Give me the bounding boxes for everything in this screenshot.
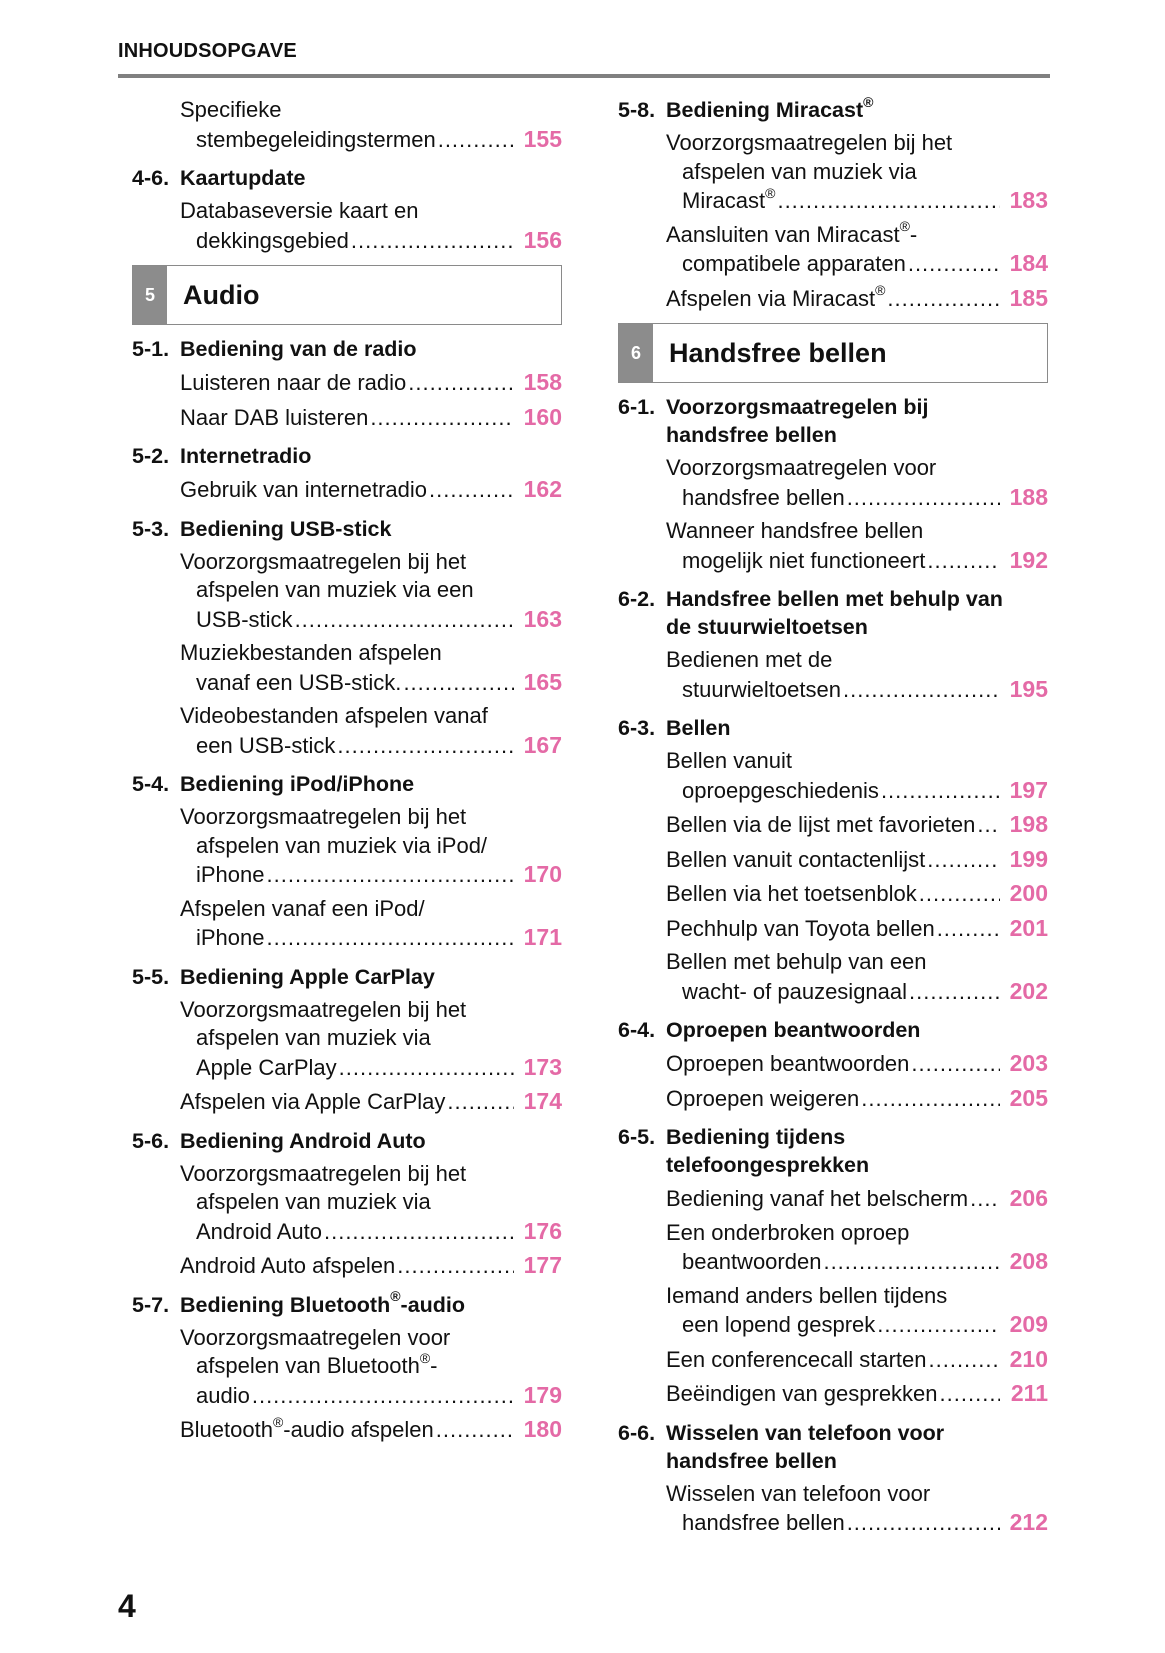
toc-entry[interactable]: Voorzorgsmaatregelen voor afspelen van Bluetooth®- audio ..... 179 [180,1324,562,1411]
page-link[interactable]: 160 [523,403,562,430]
toc-entry[interactable]: Bediening vanaf het belscherm ..... 206 [666,1184,1048,1214]
page-link[interactable]: 174 [523,1088,562,1114]
chapter-number: 5 [133,266,167,324]
section-heading: 6-6. Wisselen van telefoon voor handsfree bellen [618,1420,945,1473]
toc-entry[interactable]: Voorzorgsmaatregelen bij het afspelen van muziek via Android Auto ..... 176 [180,1160,562,1247]
section-heading: 6-3. Bellen [618,716,731,740]
page-link[interactable]: 170 [523,861,562,887]
chapter-number: 6 [619,324,653,382]
toc-entry[interactable]: Voorzorgsmaatregelen bij het afspelen van muziek via Apple CarPlay ..... 173 [180,996,562,1083]
page-link[interactable]: 185 [1009,284,1048,311]
page-link[interactable]: 210 [1009,1345,1048,1372]
toc-entry[interactable]: Videobestanden afspelen vanaf een USB-stick ..... 167 [180,702,562,760]
toc-entry[interactable]: Iemand anders bellen tijdens een lopend gesprek ..... 209 [666,1282,1048,1340]
page-link[interactable]: 205 [1009,1084,1048,1111]
toc-entry[interactable]: Android Auto afspelen ..... 177 [180,1251,562,1281]
toc-entry[interactable]: Muziekbestanden afspelen vanaf een USB-stick. ..... 165 [180,639,562,697]
section-heading: 6-5. Bediening tijdens telefoongesprekken [618,1125,870,1177]
page-link[interactable]: 199 [1009,845,1048,872]
toc-entry[interactable]: Voorzorgsmaatregelen bij het afspelen van muziek via iPod/ iPhone ..... 170 [180,803,562,890]
page-link[interactable]: 202 [1009,977,1048,1004]
page-link[interactable]: 155 [523,125,562,152]
page-link[interactable]: 156 [523,226,562,253]
page-link[interactable]: 171 [523,924,562,950]
toc-entry[interactable]: Specifieke stembegeleidingstermen ..... 155 [180,96,562,154]
chapter-banner [132,265,562,325]
toc-entry[interactable]: Voorzorgsmaatregelen voor handsfree bellen ..... 188 [666,454,1048,512]
toc-entry[interactable]: Bellen vanuit contactenlijst ..... 199 [666,845,1048,875]
toc-entry[interactable]: Naar DAB luisteren ..... 160 [180,403,562,433]
page-link[interactable]: 158 [523,369,562,395]
toc-entry[interactable]: Bellen via de lijst met favorieten ..... 198 [666,810,1048,840]
toc-entry[interactable]: Voorzorgsmaatregelen bij het afspelen van muziek via een USB-stick ..... 163 [180,548,562,635]
page-link[interactable]: 162 [523,476,562,502]
toc-entry[interactable]: Wanneer handsfree bellen mogelijk niet functioneert ..... 192 [666,517,1048,575]
section-heading: 5-4. Bediening iPod/iPhone [132,772,415,796]
section-heading: 5-3. Bediening USB-stick [132,516,392,541]
section-heading: 5-5. Bediening Apple CarPlay [132,964,435,989]
section-heading: 6-1. Voorzorgsmaatregelen bij handsfree bellen [618,395,929,447]
page-link[interactable]: 203 [1009,1050,1048,1076]
page-number: 4 [118,1588,136,1624]
section-heading: 5-1. Bediening van de radio [132,337,417,361]
toc-entry[interactable]: Luisteren naar de radio ..... 158 [180,368,562,398]
section-heading: 5-2. Internetradio [132,444,312,468]
page-link[interactable]: 183 [1009,187,1048,213]
page-link[interactable]: 195 [1009,675,1048,702]
page-link[interactable]: 208 [1009,1248,1048,1274]
toc-entry[interactable]: Bedienen met de stuurwieltoetsen ..... 195 [666,646,1048,704]
section-heading: 5-7. Bediening Bluetooth®-audio [132,1288,466,1317]
page-link[interactable]: 209 [1009,1311,1048,1337]
page-link[interactable]: 165 [523,668,562,695]
toc-entry[interactable]: Afspelen via Apple CarPlay ..... 174 [180,1087,562,1117]
page-link[interactable]: 163 [523,605,562,632]
page-link[interactable]: 176 [523,1217,562,1244]
toc-entry[interactable]: Afspelen via Miracast® ..... 185 [666,284,1048,314]
page-link[interactable]: 184 [1009,250,1048,276]
toc-entry[interactable]: Oproepen weigeren ..... 205 [666,1084,1048,1114]
page-link[interactable]: 201 [1009,914,1048,941]
section-heading: 6-4. Oproepen beantwoorden [618,1018,921,1042]
toc-entry[interactable]: Een conferencecall starten ..... 210 [666,1345,1048,1375]
page-link[interactable]: 200 [1009,880,1048,906]
toc-entry[interactable]: Bellen met behulp van een wacht- of pauzesignaal ..... 202 [666,948,1048,1006]
chapter-banner [618,323,1048,383]
toc-entry[interactable]: Bellen via het toetsenblok ..... 200 [666,879,1048,909]
page-link[interactable]: 179 [523,1381,562,1408]
toc-entry[interactable]: Beëindigen van gesprekken ..... 211 [666,1379,1048,1409]
page-link[interactable]: 211 [1010,1380,1048,1406]
page-link[interactable]: 197 [1009,776,1048,803]
chapter-title: Handsfree bellen [669,337,887,368]
page-link[interactable]: 180 [523,1416,562,1442]
page-link[interactable]: 177 [523,1252,562,1278]
toc-entry[interactable]: Een onderbroken oproep beantwoorden ..... 208 [666,1219,1048,1277]
page-link[interactable]: 198 [1009,811,1048,837]
page-link[interactable]: 173 [523,1053,562,1080]
toc-entry[interactable]: Voorzorgsmaatregelen bij het afspelen van muziek via Miracast® ..... 183 [666,129,1048,216]
section-heading: 5-6. Bediening Android Auto [132,1128,426,1153]
toc-entry[interactable]: Pechhulp van Toyota bellen ..... 201 [666,914,1048,944]
toc-entry[interactable]: Databaseversie kaart en dekkingsgebied ..... 156 [180,197,562,255]
toc-column-right [618,92,1048,1540]
toc-entry[interactable]: Oproepen beantwoorden ..... 203 [666,1049,1048,1079]
header-divider [118,74,1050,78]
section-heading: 5-8. Bediening Miracast® [618,93,874,122]
section-heading: 6-2. Handsfree bellen met behulp van de stuurwieltoetsen [618,587,1003,639]
section-heading: 4-6. Kaartupdate [132,166,306,190]
toc-entry[interactable]: Wisselen van telefoon voor handsfree bellen ..... 212 [666,1480,1048,1538]
chapter-title: Audio [183,279,260,310]
toc-entry[interactable]: Afspelen vanaf een iPod/ iPhone ..... 171 [180,895,562,953]
page-link[interactable]: 212 [1009,1509,1048,1535]
page-link[interactable]: 188 [1009,483,1048,510]
page-link[interactable]: 192 [1009,546,1048,573]
page-link[interactable]: 206 [1009,1185,1048,1211]
running-header: INHOUDSOPGAVE [118,40,297,62]
toc-entry[interactable]: Gebruik van internetradio ..... 162 [180,475,562,505]
toc-entry[interactable]: Aansluiten van Miracast®- compatibele apparaten ..... 184 [666,221,1048,279]
toc-entry[interactable]: Bluetooth®-audio afspelen ..... 180 [180,1415,562,1445]
toc-column-left [132,92,562,1447]
toc-entry[interactable]: Bellen vanuit oproepgeschiedenis ..... 197 [666,747,1048,805]
page-link[interactable]: 167 [523,731,562,758]
